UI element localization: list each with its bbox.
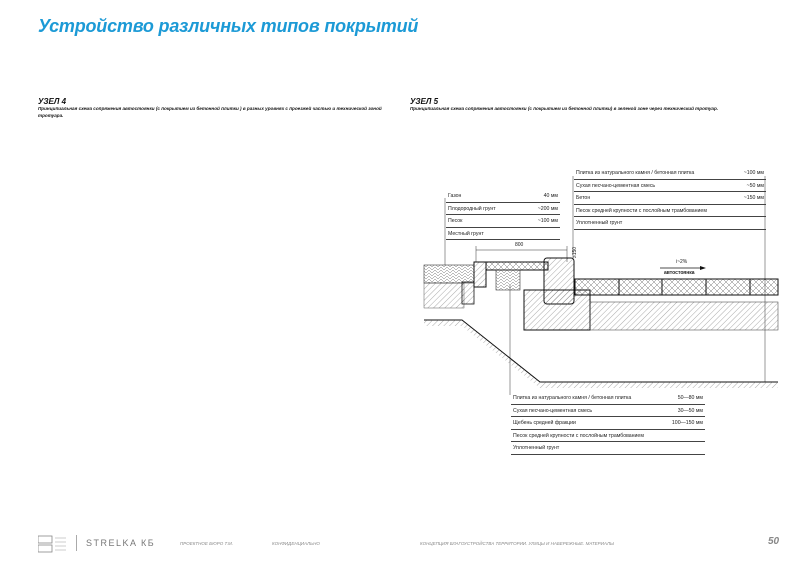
layer-value	[703, 442, 705, 454]
layer-name: Песок средней крупности с послойным трамбованием	[513, 432, 644, 439]
layer-value: ~200 мм	[537, 205, 558, 212]
layer-value: ~150 мм	[743, 195, 764, 201]
node4-heading: УЗЕЛ 4	[38, 97, 67, 106]
layer-row	[511, 430, 705, 443]
node4-layers	[446, 190, 560, 240]
layer-row	[511, 442, 705, 455]
layer-row	[574, 205, 766, 218]
layer-row	[511, 405, 705, 418]
page-number: 50	[768, 536, 780, 547]
layer-value: ~50 мм	[746, 182, 764, 189]
layer-value	[558, 228, 560, 240]
layer-value	[764, 217, 766, 229]
footer-section: КОНЦЕПЦИЯ БЛАГОУСТРОЙСТВА ТЕРРИТОРИИ. УЛИЦЫ И НАБЕРЕЖНЫЕ. МАТЕРИАЛЫ	[420, 541, 614, 546]
node5-sidewalk-layers	[511, 392, 705, 455]
layer-row	[574, 217, 766, 230]
layer-value: ~100 мм	[743, 170, 764, 176]
company-logo-icon	[38, 535, 68, 553]
layer-row	[511, 392, 705, 405]
layer-name: Песок средней крупности с послойным трамбованием	[576, 207, 707, 214]
node5-heading: УЗЕЛ 5	[410, 97, 439, 106]
layer-name: Плитка из натурального камня / бетонная плитка	[513, 395, 632, 401]
slope-value: i~2%	[676, 259, 688, 265]
dimension-height: ≥150	[572, 246, 578, 258]
layer-name: Плитка из натурального камня / бетонная плитка	[576, 170, 695, 176]
footer-divider	[76, 535, 77, 551]
layer-value: 100—150 мм	[671, 420, 703, 426]
node4-description: Принципиальная схема сопряжения автостоянки (с покрытием из бетонной плитки ) в разных уровнях с проезжей частью и технической зоной тротуара.	[38, 106, 382, 118]
layer-name: Уплотненный грунт	[576, 220, 623, 226]
layer-row	[511, 417, 705, 430]
layer-name: Бетон	[576, 195, 591, 201]
layer-value: 50—80 мм	[677, 395, 703, 401]
layer-value: 30—50 мм	[677, 407, 703, 414]
layer-name: Местный грунт	[448, 230, 484, 237]
layer-name: Щебень средней фракции	[513, 420, 576, 426]
layer-name: Сухая песчано-цементная смесь	[576, 182, 656, 189]
layer-row	[574, 167, 766, 180]
node5-parking-layers	[574, 167, 766, 230]
layer-row	[446, 190, 560, 203]
layer-row	[574, 192, 766, 205]
layer-row	[446, 228, 560, 241]
layer-row	[446, 215, 560, 228]
layer-name: Плодородный грунт	[448, 205, 496, 212]
footer-confidential: КОНФИДЕНЦИАЛЬНО	[272, 541, 320, 546]
layer-value: 40 мм	[543, 193, 558, 199]
node5-description: Принципиальная схема сопряжения автостоянки (с покрытием из бетонной плитки) в зеленой зоне через технический тротуар.	[410, 106, 719, 111]
layer-row	[446, 203, 560, 216]
slope-label: автостоянка	[664, 270, 695, 276]
page-title: Устройство различных типов покрытий	[38, 16, 419, 36]
layer-name: Газон	[448, 193, 462, 199]
layer-name: Песок	[448, 218, 463, 224]
layer-value	[764, 205, 766, 217]
strelka-logo: STRELKA КБ	[86, 538, 156, 548]
layer-value: ~100 мм	[537, 218, 558, 224]
layer-value	[703, 430, 705, 442]
dimension-width: 800	[515, 242, 524, 248]
footer-author: ПРОЕКТНОЕ БЮРО Т.М.	[180, 541, 234, 546]
layer-row	[574, 180, 766, 193]
layer-name: Сухая песчано-цементная смесь	[513, 407, 593, 414]
layer-name: Уплотненный грунт	[513, 445, 560, 451]
